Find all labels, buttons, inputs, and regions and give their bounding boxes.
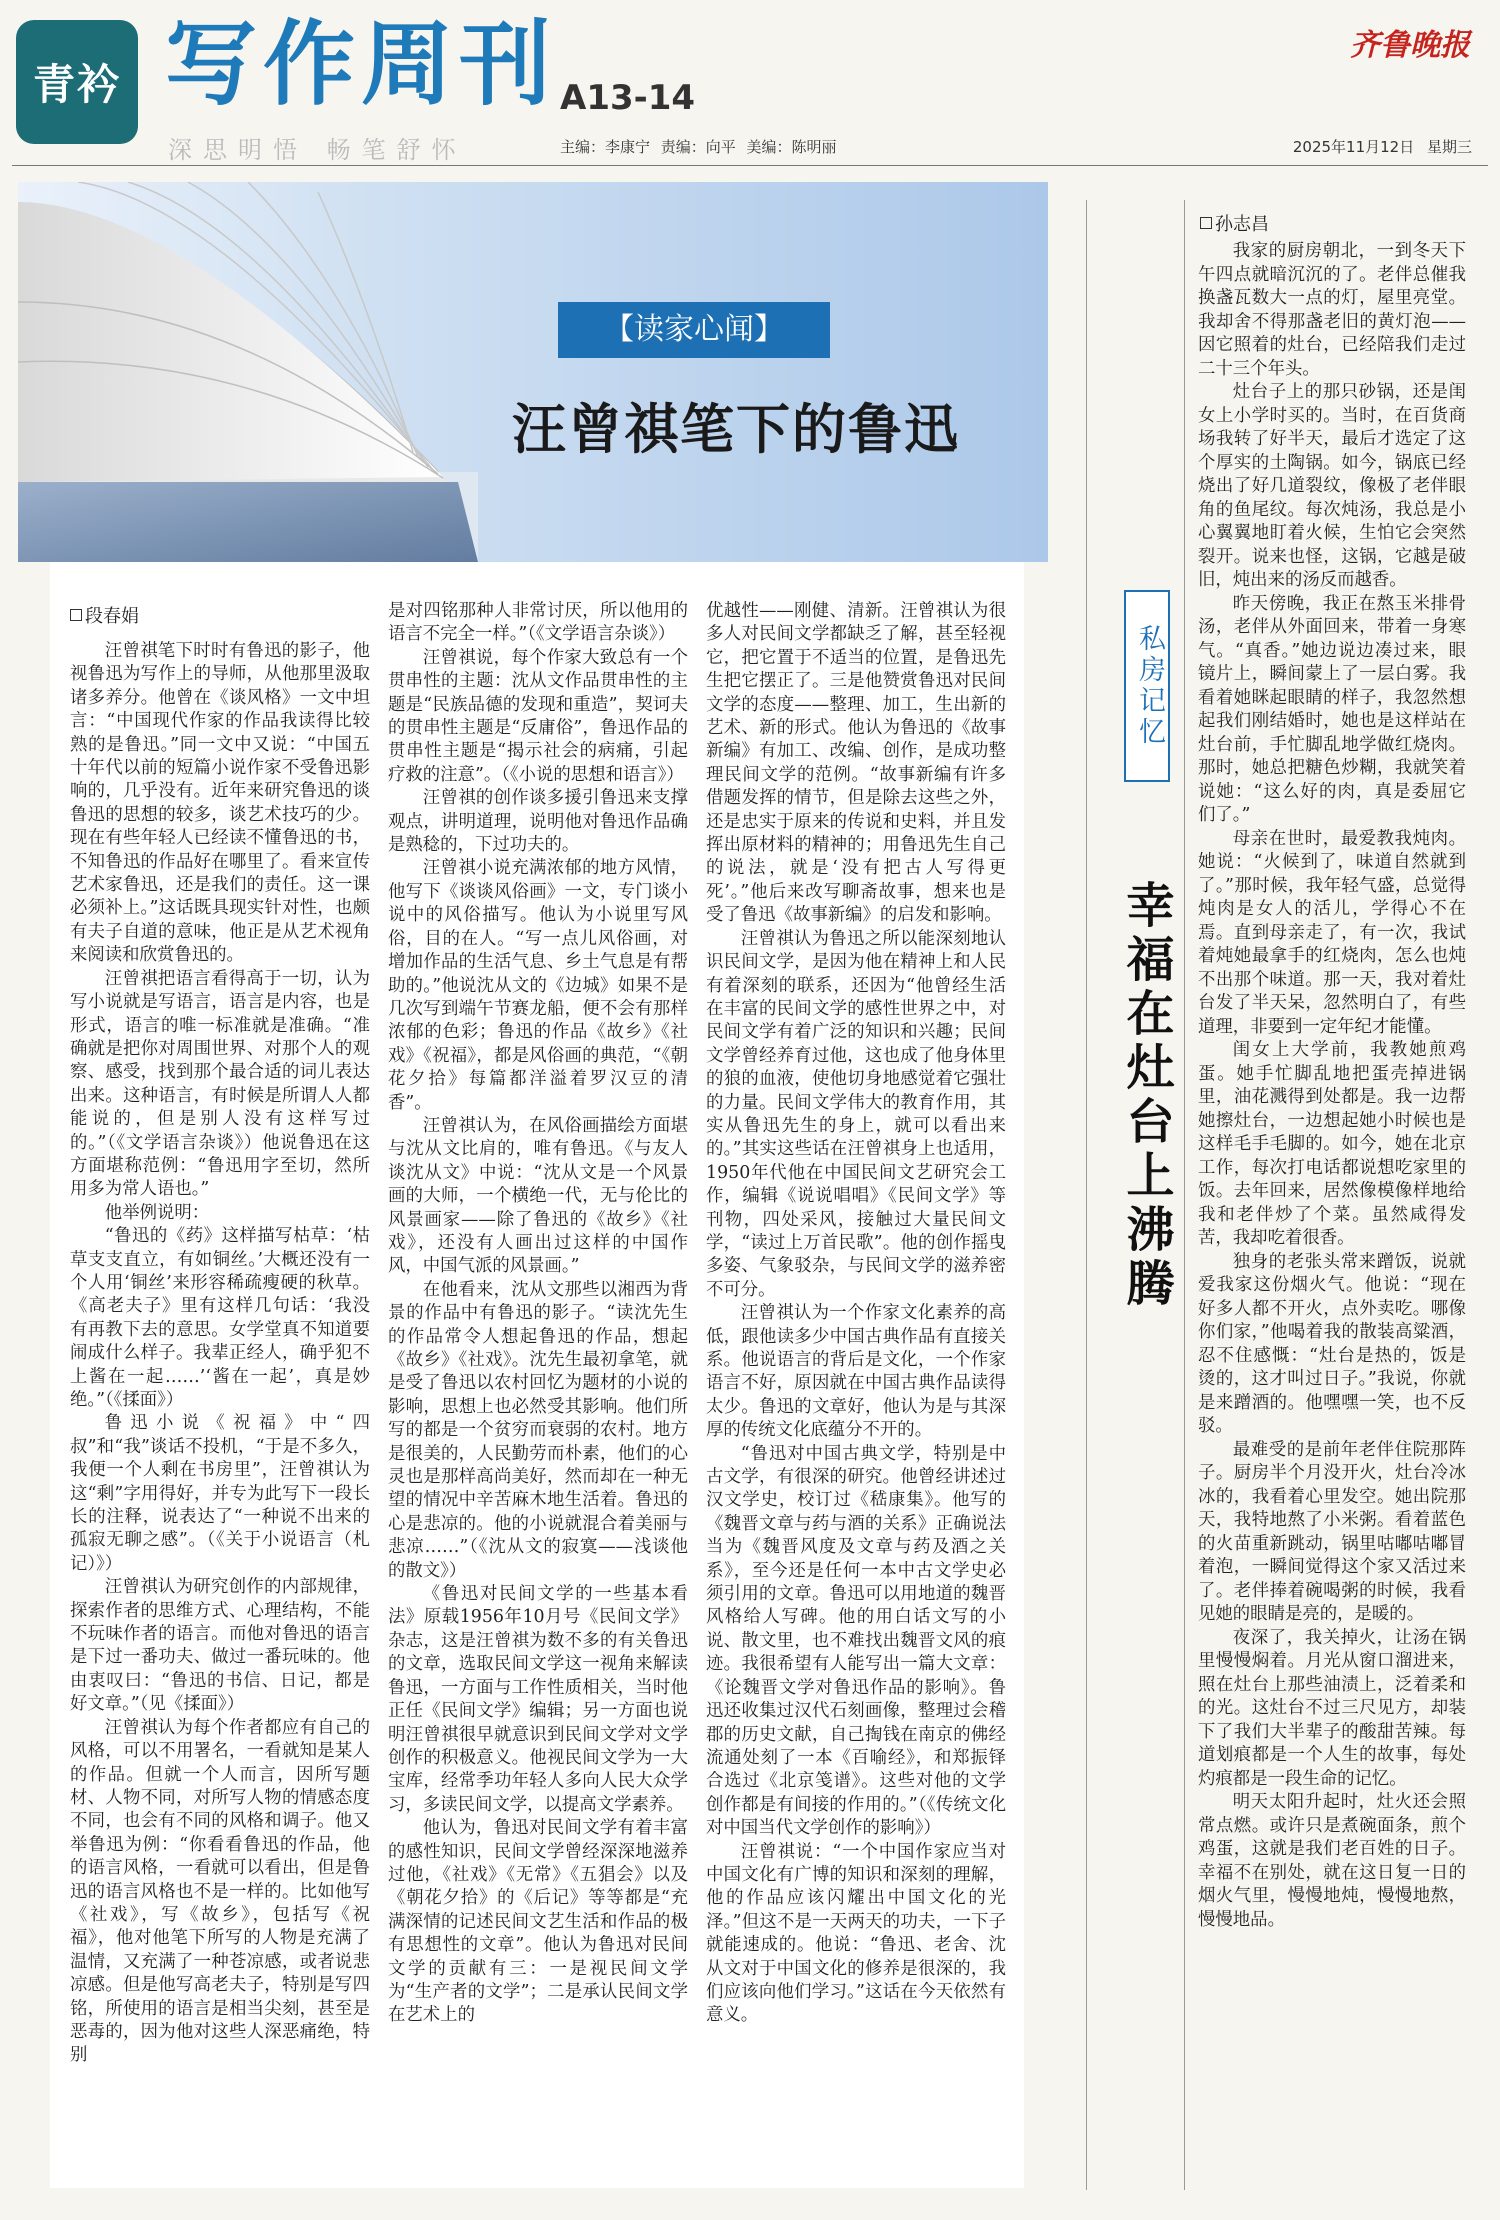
page-title: 写作周刊 [165, 11, 558, 118]
open-book-illustration [18, 182, 478, 562]
paragraph: 灶台子上的那只砂锅，还是闺女上小学时买的。当时，在百货商场我转了好半天，最后才选定了这个厚实的土陶锅。如今，锅底已经烧出了好几道裂纹，像极了老伴眼角的鱼尾纹。每次炖汤，我总是小心翼翼地盯着火候，生怕它会突然裂开。说来也怪，这锅，它越是破旧，炖出来的汤反而越香。 [1198, 382, 1466, 590]
paragraph: 明天太阳升起时，灶火还会照常点燃。或许只是煮碗面条，煎个鸡蛋，这就是我们老百姓的日子。幸福不在别处，就在这日复一日的烟火气里，慢慢地炖，慢慢地熬，慢慢地品。 [1198, 1792, 1466, 1930]
section-tag-private-memory: 私房记忆 [1124, 590, 1170, 782]
paragraph: 汪曾祺认为每个作者都应有自己的风格，可以不用署名，一看就知是某人的作品。但就一个人而言，因所写题材、人物不同，对所写人物的情感态度不同，也会有不同的风格和调子。他又举鲁迅为例：“你看看鲁迅的作品，他的语言风格，一看就可以看出，但是鲁迅的语言风格也不是一样的。比如他写《社戏》，写《故乡》，包括写《祝福》，他对他笔下所写的人物是充满了温情，又充满了一种苍凉感，或者说悲凉感。但是他写高老夫子，特别是写四铭，所使用的语言是相当尖刻，甚至是恶毒的，因为他对这些人深恶痛绝，特别 [70, 1717, 370, 2066]
paragraph: 汪曾祺笔下时时有鲁迅的影子，他视鲁迅为写作上的导师，从他那里汲取诸多养分。他曾在《谈风格》一文中坦言：“中国现代作家的作品我读得比较熟的是鲁迅。”同一文中又说：“中国五十年代以前的短篇小说作家不受鲁迅影响的，几乎没有。近年来研究鲁迅的谈鲁迅的思想的较多，谈艺术技巧的少。现在有些年轻人已经读不懂鲁迅的书，不知鲁迅的作品好在哪里了。看来宣传艺术家鲁迅，还是我们的责任。这一课必须补上。”这话既具现实针对性，也颇有夫子自道的意味，他正是从艺术视角来阅读和欣赏鲁迅的。 [70, 641, 370, 966]
byline-square-icon [1200, 217, 1212, 229]
author-name: 段春娟 [85, 606, 139, 627]
paragraph: 是对四铭那种人非常讨厌，所以他用的语言不完全一样。”（《文学语言杂谈》） [388, 601, 688, 645]
paragraph: 汪曾祺认为一个作家文化素养的高低，跟他读多少中国古典作品有直接关系。他说语言的背后是文化，一个作家语言不好，原因就在中国古典作品读得太少。鲁迅的文章好，他认为是与其深厚的传统文化底蕴分不开的。 [706, 1303, 1006, 1441]
paragraph: 汪曾祺说，每个作家大致总有一个贯串性的主题：沈从文作品贯串性的主题是“民族品德的发现和重造”，契诃夫的贯串性主题是“反庸俗”，鲁迅作品的贯串性主题是“揭示社会的病痛，引起疗救的注意”。（《小说的思想和语言》） [388, 647, 688, 785]
author-name: 孙志昌 [1215, 214, 1269, 235]
paragraph: 汪曾祺认为鲁迅之所以能深刻地认识民间文学，是因为他在精神上和人民有着深刻的联系，还因为“他曾经生活在丰富的民间文学的感性世界之中，对民间文学有着广泛的知识和兴趣；民间文学曾经养育过他，这也成了他身体里的狼的血液，使他切身地感觉着它强壮的力量。民间文学伟大的教育作用，其实从鲁迅先生的身上，就可以看出来的。”其实这些话在汪曾祺身上也适用，1950年代他在中国民间文艺研究会工作，编辑《说说唱唱》《民间文学》等刊物，四处采风，接触过大量民间文学，“读过上万首民歌”。他的创作摇曳多姿、气象驳杂，与民间文学的滋养密不可分。 [706, 928, 1006, 1300]
paragraph: 昨天傍晚，我正在熬玉米排骨汤，老伴从外面回来，带着一身寒气。“真香。”她边说边凑过来，眼镜片上，瞬间蒙上了一层白雾。我看着她眯起眼睛的样子，我忽然想起我们刚结婚时，她也是这样站在灶台前，手忙脚乱地学做红烧肉。那时，她总把糖色炒糊，我就笑着说她：“这么好的肉，真是委屈它们了。” [1198, 593, 1466, 825]
issue-date: 2025年11月12日 星期三 [1292, 138, 1472, 156]
main-article-byline [70, 602, 139, 628]
paragraph: 在他看来，沈从文那些以湘西为背景的作品中有鲁迅的影子。“读沈先生的作品常令人想起鲁迅的作品，想起《故乡》《社戏》。沈先生最初拿笔，就是受了鲁迅以农村回忆为题材的小说的影响，思想上也必然受其影响。他们所写的都是一个贫穷而衰弱的农村。地方是很美的，人民勤劳而朴素，他们的心灵也是那样高尚美好，然而却在一种无望的情况中辛苦麻木地生活着。鲁迅的心是悲凉的。他的小说就混合着美丽与悲凉……”（《沈从文的寂寞——浅谈他的散文》） [388, 1279, 688, 1581]
paragraph: 汪曾祺说：“一个中国作家应当对中国文化有广博的知识和深刻的理解，他的作品应该闪耀出中国文化的光泽。”但这不是一天两天的功夫，一下子就能速成的。他说：“鲁迅、老舍、沈从文对于中国文化的修养是很深的，我们应该向他们学习。”这话在今天依然有意义。 [706, 1841, 1006, 2026]
paragraph: 汪曾祺认为，在风俗画描绘方面堪与沈从文比肩的，唯有鲁迅。《与友人谈沈从文》中说：“沈从文是一个风景画的大师，一个横绝一代，无与伦比的风景画家——除了鲁迅的《故乡》《社戏》，还没有人画出过这样的中国作风，中国气派的风景画。” [388, 1115, 688, 1277]
article-column-1 [70, 640, 370, 2220]
paragraph: 夜深了，我关掉火，让汤在锅里慢慢焖着。月光从窗口溜进来，照在灶台上那些油渍上，泛着柔和的光。这灶台不过三尺见方，却装下了我们大半辈子的酸甜苦辣。每道划痕都是一个人生的故事，每处灼痕都是一段生命的记忆。 [1198, 1627, 1466, 1789]
article-headline: 汪曾祺笔下的鲁迅 [512, 397, 960, 461]
masthead-divider [12, 165, 1488, 166]
byline-square-icon [70, 609, 82, 621]
paragraph: 汪曾祺认为研究创作的内部规律，探索作者的思维方式、心理结构，不能不玩味作者的语言。而他对鲁迅的语言是下过一番功夫、做过一番玩味的。他由衷叹曰：“鲁迅的书信、日记，都是好文章。”（见《揉面》） [70, 1577, 370, 1715]
slogan: 深思明悟 畅笔舒怀 [168, 136, 467, 164]
column-divider [1086, 200, 1087, 2190]
side-article-headline: 幸福在灶台上沸腾 [1118, 880, 1174, 1312]
paragraph: 鲁迅小说《祝福》中“四叔”和“我”谈话不投机，“于是不多久，我便一个人剩在书房里”，汪曾祺认为这“剩”字用得好，并专为此写下一段长长的注释，说表达了“一种说不出来的孤寂无聊之感”。（《关于小说语言（札记）》） [70, 1413, 370, 1574]
paragraph: 汪曾祺把语言看得高于一切，认为写小说就是写语言，语言是内容，也是形式，语言的唯一标准就是准确。“准确就是把你对周围世界、对那个人的观察、感受，找到那个最合适的词儿表达出来。这种语言，有时候是所谓人人都能说的，但是别人没有这样写过的。”（《文学语言杂谈》）他说鲁迅在这方面堪称范例：“鲁迅用字至切，然所用多为常人语也。” [70, 968, 370, 1200]
paragraph: 我家的厨房朝北，一到冬天下午四点就暗沉沉的了。老伴总催我换盏瓦数大一点的灯，屋里亮堂。我却舍不得那盏老旧的黄灯泡——因它照着的灶台，已经陪我们走过二十三个年头。 [1198, 241, 1466, 379]
paragraph: 汪曾祺的创作谈多援引鲁迅来支撑观点，讲明道理，说明他对鲁迅作品确是熟稔的，下过功夫的。 [388, 788, 688, 856]
paragraph: 母亲在世时，最爱教我炖肉。她说：“火候到了，味道自然就到了。”那时候，我年轻气盛，总觉得炖肉是女人的活儿，学得心不在焉。直到母亲走了，有一次，我试着炖她最拿手的红烧肉，怎么也炖不出那个味道。那一天，我对着灶台发了半天呆，忽然明白了，有些道理，非要到一定年纪才能懂。 [1198, 828, 1466, 1037]
paragraph: 《鲁迅对民间文学的一些基本看法》原载1956年10月号《民间文学》杂志，这是汪曾祺为数不多的有关鲁迅的文章，选取民间文学这一视角来解读鲁迅，一方面与工作性质相关，当时他正任《民间文学》编辑；另一方面也说明汪曾祺很早就意识到民间文学对文学创作的积极意义。他视民间文学为一大宝库，经常季功年轻人多向人民大众学习，多读民间文学，以提高文学素养。 [388, 1584, 688, 1815]
paragraph: “鲁迅的《药》这样描写枯草：‘枯草支支直立，有如铜丝。’大概还没有一个人用‘铜丝’来形容稀疏瘦硬的秋草。《高老夫子》里有这样几句话：‘我没有再教下去的意思。女学堂真不知道要闹成什么样子。我辈正经人，确乎犯不上酱在一起……’‘酱在一起’，真是妙绝。”（《揉面》） [70, 1226, 370, 1410]
paragraph: 独身的老张头常来蹭饭，说就爱我家这份烟火气。他说：“现在好多人都不开火，点外卖吃。哪像你们家，”他喝着我的散装高粱酒，忍不住感慨：“灶台是热的，饭是烫的，这才叫过日子。”我说，你就是来蹭酒的。他嘿嘿一笑，也不反驳。 [1198, 1251, 1466, 1436]
paragraph: “鲁迅对中国古典文学，特别是中古文学，有很深的研究。他曾经讲述过汉文学史，校订过《嵇康集》。他写的《魏晋文章与药与酒的关系》正确说法当为《魏晋风度及文章与药及酒之关系》，至今还是任何一本中古文学史必须引用的文章。鲁迅可以用地道的魏晋风格给人写碑。他的用白话文写的小说、散文里，也不难找出魏晋文风的痕迹。我很希望有人能写出一篇大文章：《论魏晋文学对鲁迅作品的影响》。鲁迅还收集过汉代石刻画像，整理过会稽郡的历史文献，自己掏钱在南京的佛经流通处刻了一本《百喻经》，和郑振铎合选过《北京笺谱》。这些对他的文学创作都是有间接的作用的。”（《传统文化对中国当代文学创作的影响》） [706, 1443, 1006, 1839]
paragraph: 他举例说明： [104, 1202, 210, 1223]
newspaper-logo: 齐鲁晚报 [1350, 28, 1470, 63]
page-number: A13-14 [560, 78, 696, 118]
paragraph: 汪曾祺小说充满浓郁的地方风情，他写下《谈谈风俗画》一文，专门谈小说中的风俗描写。他认为小说里写风俗，目的在人。“写一点儿风俗画，对增加作品的生活气息、乡土气息是有帮助的。”他说沈从文的《边城》如果不是几次写到端午节赛龙船，便不会有那样浓郁的色彩；鲁迅的作品《故乡》《社戏》《祝福》，都是风俗画的典范，“《朝花夕拾》每篇都洋溢着罗汉豆的清香”。 [388, 858, 688, 1113]
hero-banner [18, 182, 1048, 562]
paragraph: 最难受的是前年老伴住院那阵子。厨房半个月没开火，灶台冷冰冰的，我看着心里发空。她出院那天，我特地熬了小米粥。看着蓝色的火苗重新跳动，锅里咕嘟咕嘟冒着泡，一瞬间觉得这个家又活过来了。老伴捧着碗喝粥的时候，我看见她的眼睛是亮的，是暖的。 [1198, 1439, 1466, 1624]
paragraph: 优越性——刚健、清新。汪曾祺认为很多人对民间文学都缺乏了解，甚至轻视它，把它置于不适当的位置，是鲁迅先生把它摆正了。三是他赞赏鲁迅对民间文学的态度——整理、加工，生出新的艺术、新的形式。他认为鲁迅的《故事新编》有加工、改编、创作，是成功整理民间文学的范例。“故事新编有许多借题发挥的情节，但是除去这些之外，还是忠实于原来的传说和史料，并且发挥出原材料的精神的；用鲁迅先生自己的说法，就是‘没有把古人写得更死’。”他后来改写聊斋故事，想来也是受了鲁迅《故事新编》的启发和影响。 [706, 601, 1006, 926]
paragraph: 他认为，鲁迅对民间文学有着丰富的感性知识，民间文学曾经深深地滋养过他，《社戏》《无常》《五猖会》以及《朝花夕拾》的《后记》等等都是“充满深情的记述民间文艺生活和作品的极有思想性的文章”。他认为鲁迅对民间文学的贡献有三：一是视民间文学为“生产者的文学”；二是承认民间文学在艺术上的 [388, 1818, 688, 2026]
column-divider [1184, 200, 1185, 2190]
side-article-body [1198, 240, 1466, 2190]
article-column-3 [706, 600, 1006, 2180]
side-article-byline [1200, 210, 1269, 236]
article-column-2 [388, 600, 688, 2180]
paragraph: 闺女上大学前，我教她煎鸡蛋。她手忙脚乱地把蛋壳掉进锅里，油花溅得到处都是。我一边帮她擦灶台，一边想起她小时候也是这样毛手毛脚的。如今，她在北京工作，每次打电话都说想吃家里的饭。去年回来，居然像模像样地给我和老伴炒了个菜。虽然咸得发苦，我却吃着很香。 [1198, 1040, 1466, 1248]
editor-credits: 主编：李康宁 责编：向平 美编：陈明丽 [560, 138, 837, 156]
publication-logo: 青衿 [16, 20, 138, 144]
section-tag-reading: 【读家心闻】 [558, 302, 830, 358]
